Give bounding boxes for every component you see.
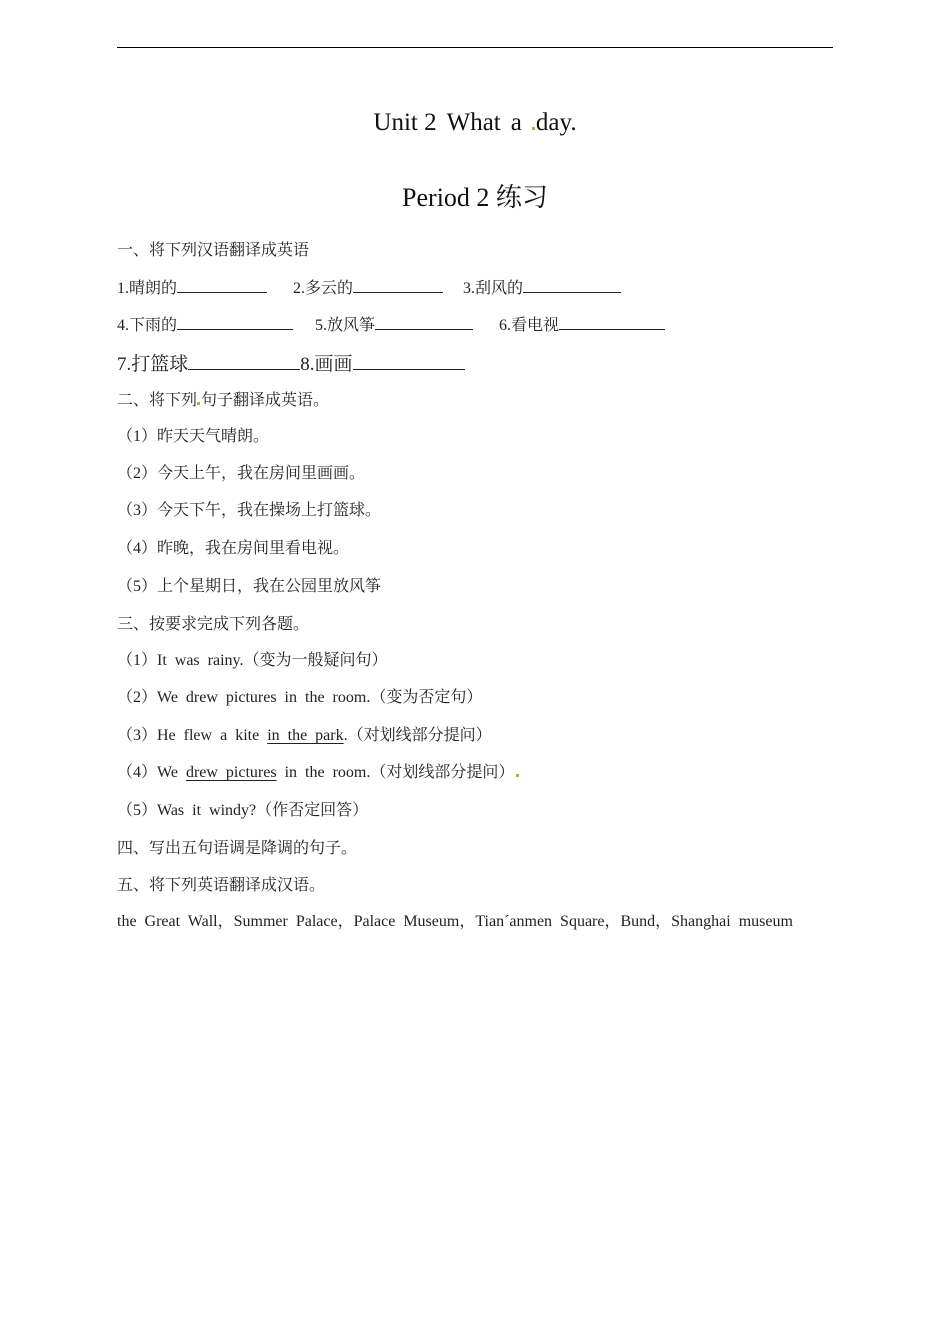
section-3-heading: 三、按要求完成下列各题。 — [117, 616, 310, 633]
term-2: 2.多云的 — [293, 276, 443, 300]
section-5-heading: 五、将下列英语翻译成汉语。 — [117, 877, 326, 894]
term-8: 8.画画 — [300, 350, 464, 376]
marker-dot — [197, 402, 200, 405]
question-4: （4）We drew pictures in the room.（对划线部分提问） — [117, 762, 520, 784]
unit-title: Unit 2 What a day. — [373, 109, 577, 136]
section-2-heading: 二、将下列 句子翻译成英语。 — [117, 392, 330, 409]
translate-row-2 — [117, 313, 665, 337]
term-6: 6.看电视 — [499, 313, 665, 337]
term-1: 1.晴朗的 — [117, 276, 267, 300]
answer-blank[interactable] — [177, 276, 267, 293]
term-3: 3.刮风的 — [463, 276, 621, 300]
underlined-phrase: in the park — [267, 727, 344, 744]
answer-blank[interactable] — [559, 313, 665, 330]
question-1: （1）It was rainy.（变为一般疑问句） — [117, 652, 388, 669]
translate-row-1 — [117, 276, 621, 300]
answer-blank[interactable] — [188, 350, 300, 370]
sentence-2: （2）今天上午，我在房间里画画。 — [117, 465, 366, 482]
term-5: 5.放风筝 — [315, 313, 473, 337]
answer-blank[interactable] — [353, 350, 465, 370]
marker-dot — [532, 127, 535, 130]
sentence-3: （3）今天下午，我在操场上打篮球。 — [117, 502, 382, 519]
translate-row-3 — [117, 350, 465, 376]
question-2: （2）We drew pictures in the room.（变为否定句） — [117, 689, 483, 706]
period-title: Period 2 练习 — [402, 183, 548, 212]
answer-blank[interactable] — [523, 276, 621, 293]
question-3: （3）He flew a kite in the park.（对划线部分提问） — [117, 727, 492, 744]
sentence-5: （5）上个星期日，我在公园里放风筝 — [117, 578, 382, 595]
underlined-phrase: drew pictures — [185, 764, 277, 781]
term-7: 7.打篮球 — [117, 350, 300, 376]
term-4: 4.下雨的 — [117, 313, 293, 337]
section-1-heading: 一、将下列汉语翻译成英语 — [117, 242, 310, 259]
sentence-1: （1）昨天天气晴朗。 — [117, 428, 270, 445]
marker-dot — [516, 774, 519, 777]
question-5: （5）Was it windy?（作否定回答） — [117, 802, 369, 819]
answer-blank[interactable] — [375, 313, 473, 330]
landmarks-text: the Great Wall，Summer Palace，Palace Museum，Tian´anmen Square，Bund，Shanghai museum — [117, 913, 793, 930]
answer-blank[interactable] — [353, 276, 443, 293]
header-rule — [117, 47, 833, 48]
answer-blank[interactable] — [177, 313, 293, 330]
section-4-heading: 四、写出五句语调是降调的句子。 — [117, 840, 358, 857]
sentence-4: （4）昨晚，我在房间里看电视。 — [117, 540, 350, 557]
